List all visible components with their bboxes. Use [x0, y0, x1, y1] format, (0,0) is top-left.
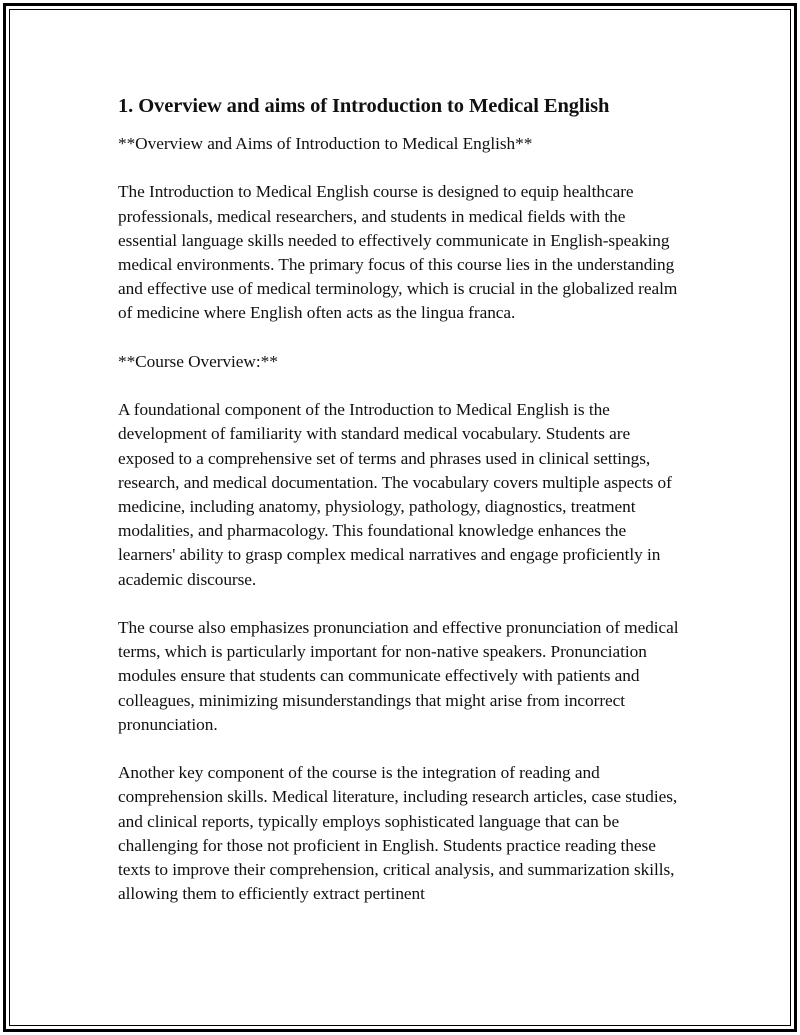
document-body	[118, 92, 686, 931]
paragraph-course-overview-heading: **Course Overview:**	[118, 351, 278, 371]
paragraph-reading: Another key component of the course is the integration of reading and comprehension skills. Medical literature, including research articles, case studies, and clinical reports, typically employs sophisticated language that can be challenging for those not proficient in English. Students practice reading these texts to improve their comprehension, critical analysis, and summarization skills, allowing them to efficiently extract pertinent	[118, 763, 678, 904]
paragraph-subtitle: **Overview and Aims of Introduction to Medical English**	[118, 134, 533, 153]
paragraph-intro: The Introduction to Medical English course is designed to equip healthcare professionals, medical researchers, and students in medical fields with the essential language skills needed to effectively communicate in English-speaking medical environments. The primary focus of this course lies in the understanding and effective use of medical terminology, which is crucial in the globalized realm of medicine where English often acts as the lingua franca.	[118, 182, 678, 323]
paragraph-pronunciation: The course also emphasizes pronunciation and effective pronunciation of medical terms, which is particularly important for non-native speakers. Pronunciation modules ensure that students can communicate effectively with patients and colleagues, minimizing misunderstandings that might arise from incorrect pronunciation.	[118, 618, 679, 734]
paragraph-vocabulary: A foundational component of the Introduction to Medical English is the development of familiarity with standard medical vocabulary. Students are exposed to a comprehensive set of terms and phrases used in clinical settings, research, and medical documentation. The vocabulary covers multiple aspects of medicine, including anatomy, physiology, pathology, diagnostics, treatment modalities, and pharmacology. This foundational knowledge enhances the learners' ability to grasp complex medical narratives and engage proficiently in academic discourse.	[118, 400, 672, 589]
section-title: 1. Overview and aims of Introduction to Medical English	[118, 95, 610, 117]
